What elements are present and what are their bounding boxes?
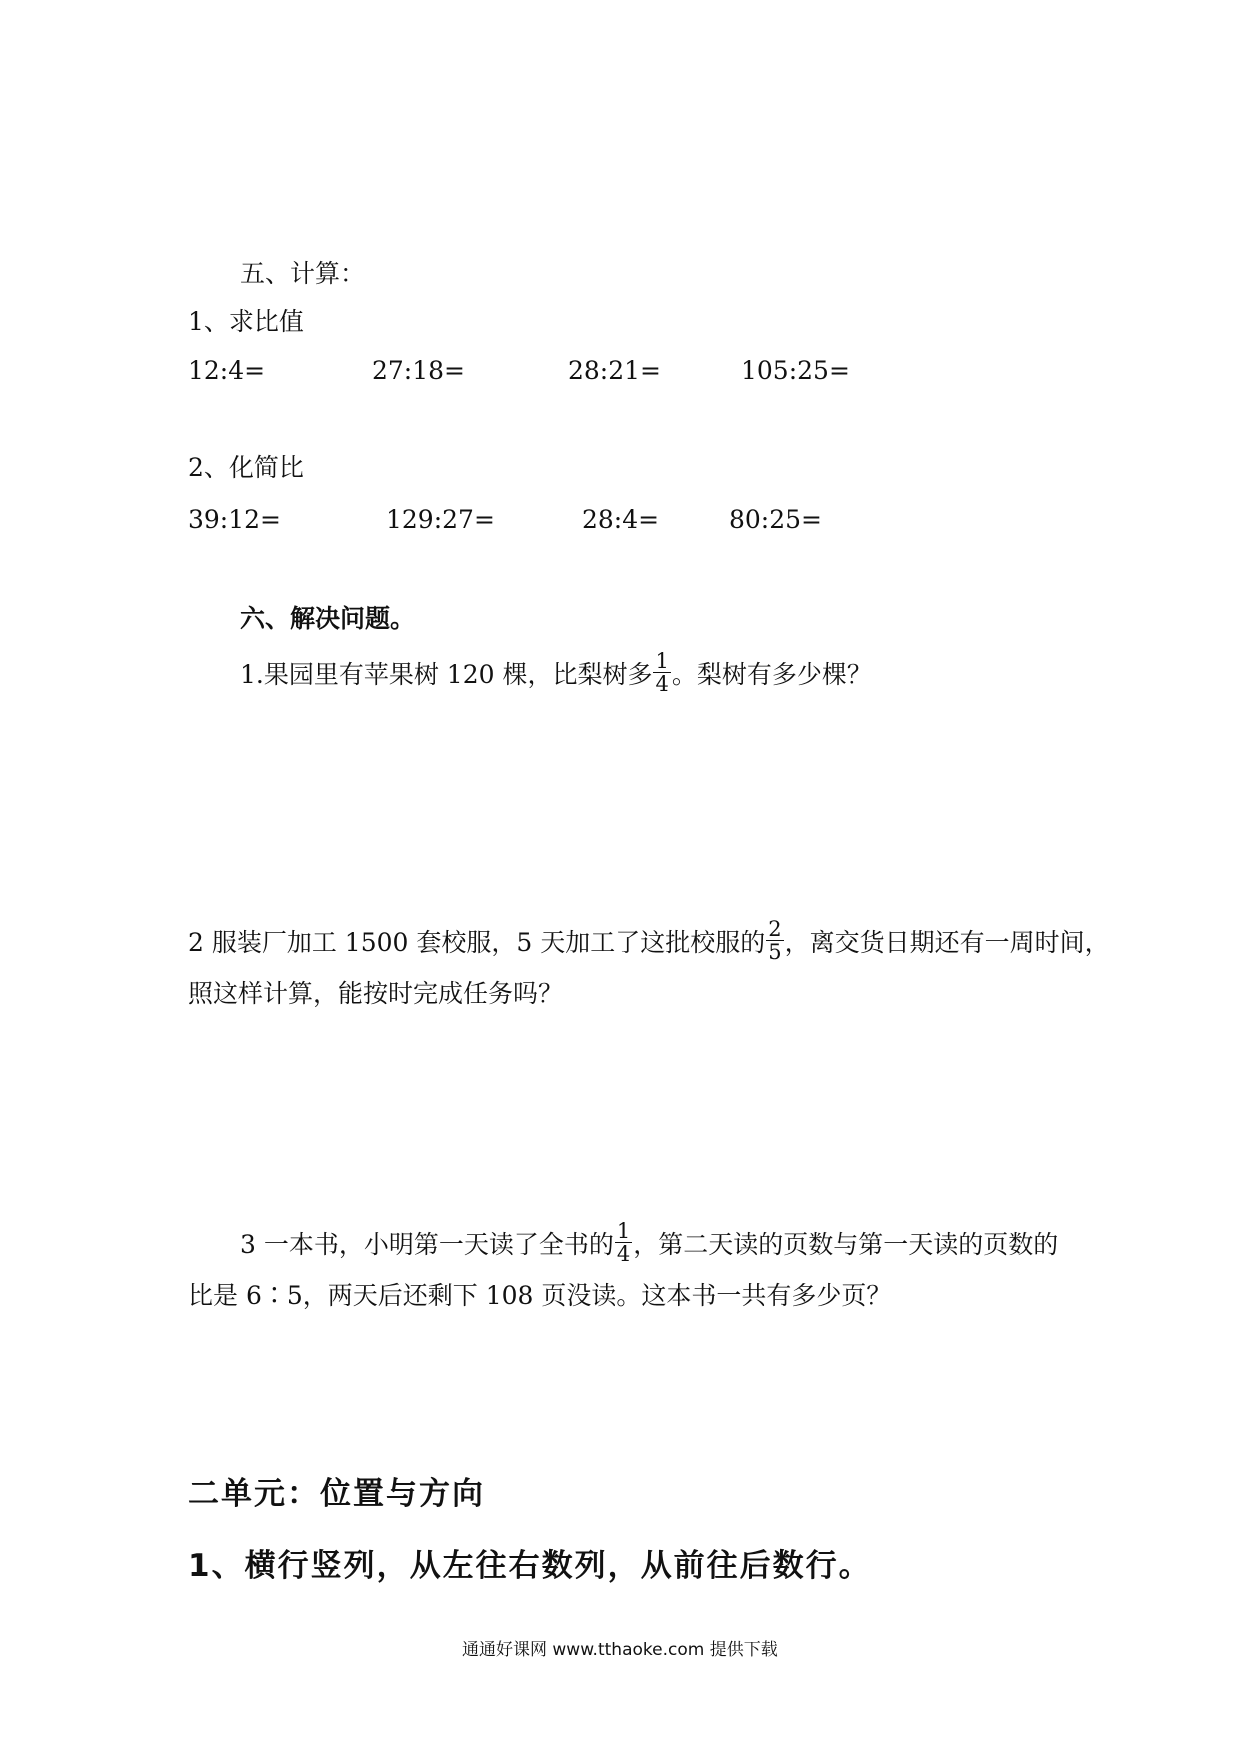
fraction-denominator: 4	[616, 1242, 631, 1266]
problem-3-fraction	[615, 1220, 632, 1265]
footer-credit: 通通好课网 www.tthaoke.com 提供下载	[462, 1640, 778, 1660]
fraction-denominator: 5	[768, 940, 782, 964]
problem-3-text-before: 3 一本书，小明第一天读了全书的	[240, 1230, 614, 1259]
unit-2-title: 二单元：位置与方向	[188, 1476, 485, 1512]
problem-1-text-before: 1.果园里有苹果树 120 棵，比梨树多	[240, 660, 653, 689]
fraction-numerator: 1	[616, 1219, 631, 1243]
simplify-item-4: 80:25=	[729, 505, 822, 534]
problem-1-text-after: 。梨树有多少棵？	[671, 660, 872, 689]
section-5-part-2-title: 2、化简比	[188, 453, 304, 482]
problem-3-line-1	[240, 1219, 1059, 1269]
simplify-item-2: 129:27=	[386, 505, 495, 534]
unit-2-point-1: 1、横行竖列，从左往右数列，从前往后数行。	[188, 1548, 872, 1584]
problem-1-fraction	[653, 650, 670, 695]
fraction-denominator: 4	[655, 672, 669, 696]
problem-3-text-after: ，第二天读的页数与第一天读的页数的	[633, 1230, 1059, 1259]
problem-1	[240, 649, 872, 699]
ratio-item-1: 12:4=	[188, 356, 266, 385]
problem-2-text-after: ，离交货日期还有一周时间，	[784, 928, 1110, 957]
section-5-part-1-title: 1、求比值	[188, 307, 304, 336]
simplify-item-3: 28:4=	[582, 505, 660, 534]
problem-2-text-before: 2 服装厂加工 1500 套校服，5 天加工了这批校服的	[188, 928, 766, 957]
problem-2-line-1	[188, 917, 1110, 967]
problem-3-line-2: 比是 6∶5，两天后还剩下 108 页没读。这本书一共有多少页？	[188, 1281, 892, 1310]
simplify-item-1: 39:12=	[188, 505, 281, 534]
section-6-heading: 六、解决问题。	[240, 604, 416, 633]
fraction-numerator: 1	[655, 649, 669, 673]
problem-2-line-2: 照这样计算，能按时完成任务吗？	[188, 979, 564, 1008]
problem-2-fraction	[766, 918, 783, 963]
ratio-item-2: 27:18=	[372, 356, 465, 385]
ratio-item-4: 105:25=	[741, 356, 850, 385]
section-5-heading: 五、计算：	[240, 259, 366, 288]
fraction-numerator: 2	[768, 917, 782, 941]
ratio-item-3: 28:21=	[568, 356, 661, 385]
